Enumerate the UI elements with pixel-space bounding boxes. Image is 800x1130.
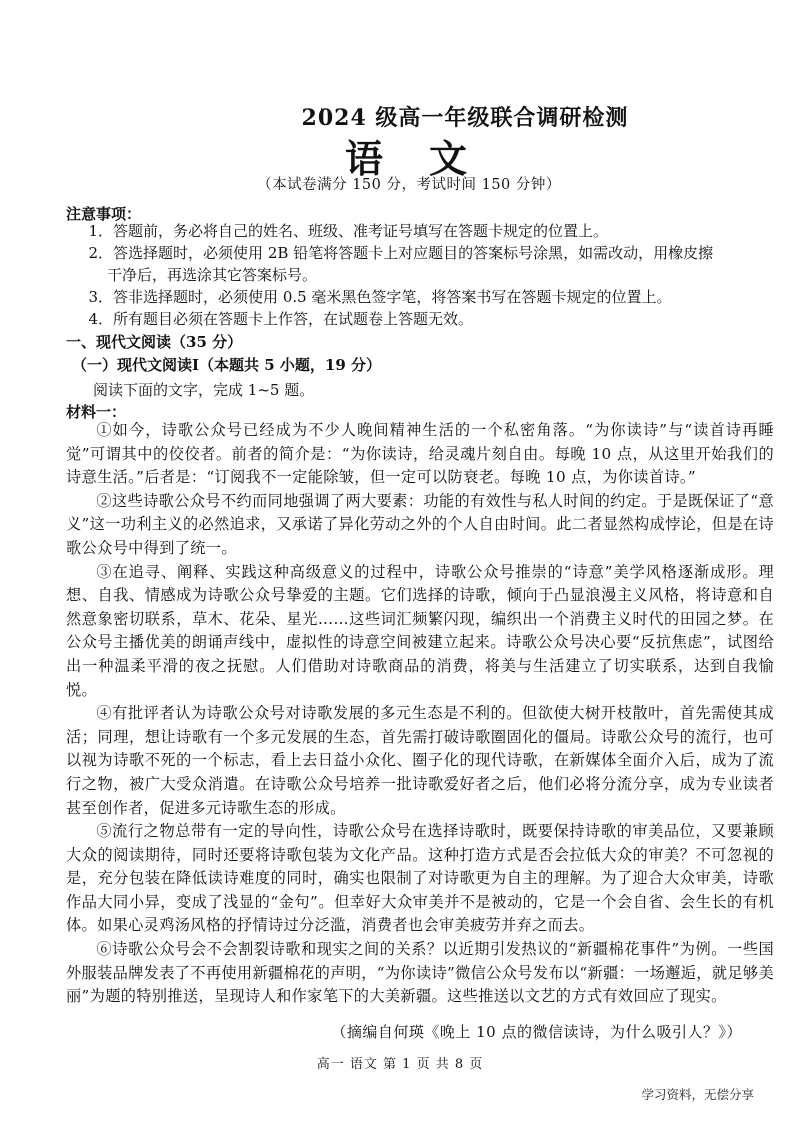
subsection-heading: （一）现代文阅读Ⅰ（本题共 5 小题，19 分） [72,356,381,374]
notice-item: 3．答非选择题时，必须使用 0.5 毫米黑色签字笔，将答案书写在答题卡规定的位置上。 [88,288,672,306]
reading-instruction: 阅读下面的文字，完成 1~5 题。 [93,381,315,399]
notice-item: 1．答题前，务必将自己的姓名、班级、准考证号填写在答题卡规定的位置上。 [88,222,609,240]
watermark-text: 学习资料，无偿分享 [641,1087,754,1102]
exam-meta: （本试卷满分 150 分，考试时间 150 分钟） [257,177,561,193]
article-body [66,419,774,1009]
notice-item: 2．答选择题时，必须使用 2B 铅笔将答题卡上对应题目的答案标号涂黑，如需改动，用橡皮擦 [88,244,714,262]
article-source: （摘编自何瑛《晚上 10 点的微信读诗，为什么吸引人？》） [331,1023,742,1041]
article-paragraph: ①如今，诗歌公众号已经成为不少人晚间精神生活的一个私密角落。“为你读诗”与“读首诗再睡觉”可谓其中的佼佼者。前者的简介是：“为你读诗，给灵魂片刻自由。每晚 10 点，从这里开始我们的诗意生活。”后者是：“订阅我不一定能除皱，但一定可以防衰老。每晚 10 点，为你读首诗。” [66,421,774,487]
page-footer: 高一 语文 第 1 页 共 8 页 [316,1057,484,1072]
notice-item-continuation: 干净后，再选涂其它答案标号。 [107,266,318,284]
article-paragraph: ⑤流行之物总带有一定的导向性，诗歌公众号在选择诗歌时，既要保持诗歌的审美品位，又要兼顾大众的阅读期待，同时还要将诗歌包装为文化产品。这种打造方式是否会拉低大众的审美？不可忽视的是，充分包装在降低读诗难度的同时，确实也限制了对诗歌更为自主的理解。为了迎合大众审美，诗歌作品大同小异，变成了浅显的“金句”。但幸好大众审美并不是被动的，它是一个会自省、会生长的有机体。如果心灵鸡汤风格的抒情诗过分泛滥，消费者也会审美疲劳并弃之而去。 [66,822,774,935]
notice-heading: 注意事项： [66,205,142,223]
notice-item: 4．所有题目必须在答题卡上作答，在试题卷上答题无效。 [88,310,474,328]
article-paragraph: ④有批评者认为诗歌公众号对诗歌发展的多元生态是不利的。但欲使大树开枝散叶，首先需使其成活；同理，想让诗歌有一个多元发展的生态，首先需打破诗歌圈固化的僵局。诗歌公众号的流行，也可以视为诗歌不死的一个标志，看上去日益小众化、圈子化的现代诗歌，在新媒体全面介入后，成为了流行之物，被广大受众消遣。在诗歌公众号培养一批诗歌爱好者之后，他们必将分流分享，成为专业读者甚至创作者，促进多元诗歌生态的形成。 [66,704,774,817]
notice-list [88,220,773,330]
section-heading: 一、现代文阅读（35 分） [66,333,243,351]
article-paragraph: ③在追寻、阐释、实践这种高级意义的过程中，诗歌公众号推崇的“诗意”美学风格逐渐成形。理想、自我、情感成为诗歌公众号挚爱的主题。它们选择的诗歌，倾向于凸显浪漫主义风格，将诗意和自然意象密切联系，草木、花朵、星光……这些词汇频繁闪现，编织出一个消费主义时代的田园之梦。在公众号主播优美的朗诵声线中，虚拟性的诗意空间被建立起来。诗歌公众号决心要“反抗焦虑”，试图给出一种温柔平滑的夜之抚慰。人们借助对诗歌商品的消费，将美与生活建立了切实联系，达到自我愉悦。 [66,562,774,699]
article-paragraph: ②这些诗歌公众号不约而同地强调了两大要素：功能的有效性与私人时间的约定。于是既保证了“意义”这一功利主义的必然追求，又承诺了异化劳动之外的个人自由时间。此二者显然构成悖论，但是在诗歌公众号中得到了统一。 [66,491,774,557]
article-paragraph: ⑥诗歌公众号会不会割裂诗歌和现实之间的关系？以近期引发热议的“新疆棉花事件”为例。一些国外服装品牌发表了不再使用新疆棉花的声明，“为你读诗”微信公众号发布以“新疆：一场邂逅，就足够美丽”为题的特别推送，呈现诗人和作家笔下的大美新疆。这些推送以文艺的方式有效回应了现实。 [66,940,774,1006]
subject-title: 语文 [344,136,513,181]
material-label: 材料一： [66,403,127,421]
exam-title: 2024 级高一年级联合调研检测 [301,105,629,131]
